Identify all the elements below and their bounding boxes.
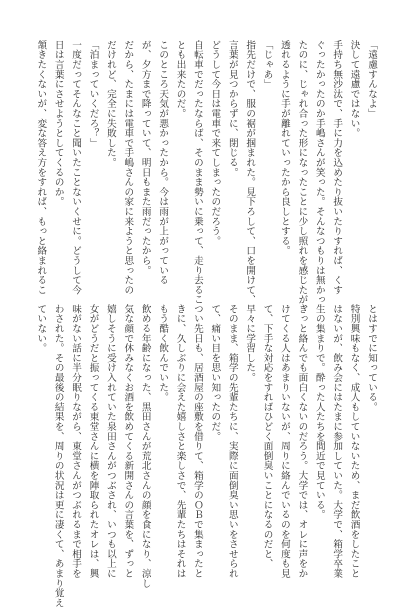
- text-column: 嬉しそうに受け入れていた泉田さんがつぶされ、いつも以上に: [104, 304, 116, 579]
- text-column: 手持ち無沙汰で、手に力を込めたり抜いたりすれば、くす: [331, 40, 343, 295]
- text-column: 女がどうだと振ってくる東堂さんに横を陣取られたオレは、興: [87, 304, 99, 579]
- text-column: けてくる人はあまりいないが、周りに絡んでいるのを何度も見: [278, 304, 290, 579]
- lower-text-block: [32, 304, 380, 608]
- text-column: が、夕方まで降っていて、明日もまた雨だったから。: [139, 40, 151, 276]
- text-column: 早々に学習した。: [244, 304, 256, 383]
- text-column: 決して遠慮ではない。: [348, 40, 360, 138]
- text-column: どうして今日は電車で来てしまったのだろう。: [209, 40, 221, 246]
- text-column: 気な顔で休みなくお酒を飲めてくる新開さんの言葉を、ずっと: [122, 304, 134, 579]
- text-column: このところ天気が悪かったから。今は雨が上がっている: [157, 40, 169, 285]
- text-column: 言葉が見つからずに、閉じる。: [226, 40, 238, 178]
- text-column: わされた。その最後の結果を、周りの状況は更に凄くて、あまり覚え: [52, 304, 64, 608]
- text-column: もう酷く飲んでいた。: [157, 304, 169, 402]
- text-column: ぐったかったのか手嶋さんが笑った。そんなつもりは無かっ: [313, 40, 325, 305]
- text-column: とはすでに知っている。: [366, 304, 377, 412]
- text-column: 「じゃあ」: [261, 40, 273, 89]
- text-column: つい先日も、居酒屋の座敷を借りて、箱学のＯＢで集まったと: [191, 304, 203, 579]
- text-column: て、下手な対応をすればひどく面倒臭いことになるのだと、: [261, 304, 273, 569]
- text-column: 飲める年齢になった、黒田さんが荒北さんの顔を食になり、涼し: [139, 304, 151, 589]
- text-column: だから、たまには電車で手嶋さんの家に来ようと思ったの: [122, 40, 134, 295]
- text-column: ていない。: [35, 304, 47, 353]
- text-column: そのまま、箱学の先輩たちに、実際に面倒臭い思いをさせられ: [226, 304, 238, 579]
- text-column: 一度だってそんなこと聞いたことないくせに。どうして今: [70, 40, 82, 295]
- text-column: 日は言葉にさせようとしてくるのか。: [52, 40, 64, 207]
- text-column: 自転車でだったならば、そのまま勢いに乗って、走り去るこ: [191, 40, 203, 305]
- text-column: 生の集まりで。酔った人たちを間近で見ている。: [313, 304, 325, 520]
- text-column: たのに、じゃれ合った形になったことに少し照れを感じたが、: [296, 40, 308, 315]
- text-column: 「遠慮すんなよ」: [366, 40, 377, 119]
- text-column: 味がない話に半分眠りながら、東堂さんがつぶれるまで相手を: [70, 304, 82, 579]
- text-column: 透れるように手が離れていったから良しとする。: [278, 40, 290, 256]
- upper-text-block: [32, 40, 380, 315]
- text-column: はないが、飲み会にはたまに参加していた。大学で、箱学卒業: [331, 304, 343, 579]
- text-column: 頷きたくないが、変な答え方をすれば、もっと絡まれるこ: [35, 40, 47, 295]
- text-column: とも出来たのだ。: [174, 40, 186, 119]
- text-column: 指先だけで、服の裾が掴まれた。見下ろして、口を開けて、: [244, 40, 256, 305]
- text-column: て、痛い目を思い知ったのだ。: [209, 304, 221, 442]
- text-column: きっと絡んでも面白くないのだろう。大学では、オレに声をか: [296, 304, 308, 579]
- text-column: 「泊まっていくだろ？」: [87, 40, 99, 148]
- text-column: だけれど、完全に失敗した。: [104, 40, 116, 168]
- text-column: きに、久しぶりに会えた嬉しさと楽しさで、先輩たちはそれは: [174, 304, 186, 579]
- text-column: 特別興味もなく、成人もしていないため、まだ飲酒をしたこと: [348, 304, 360, 579]
